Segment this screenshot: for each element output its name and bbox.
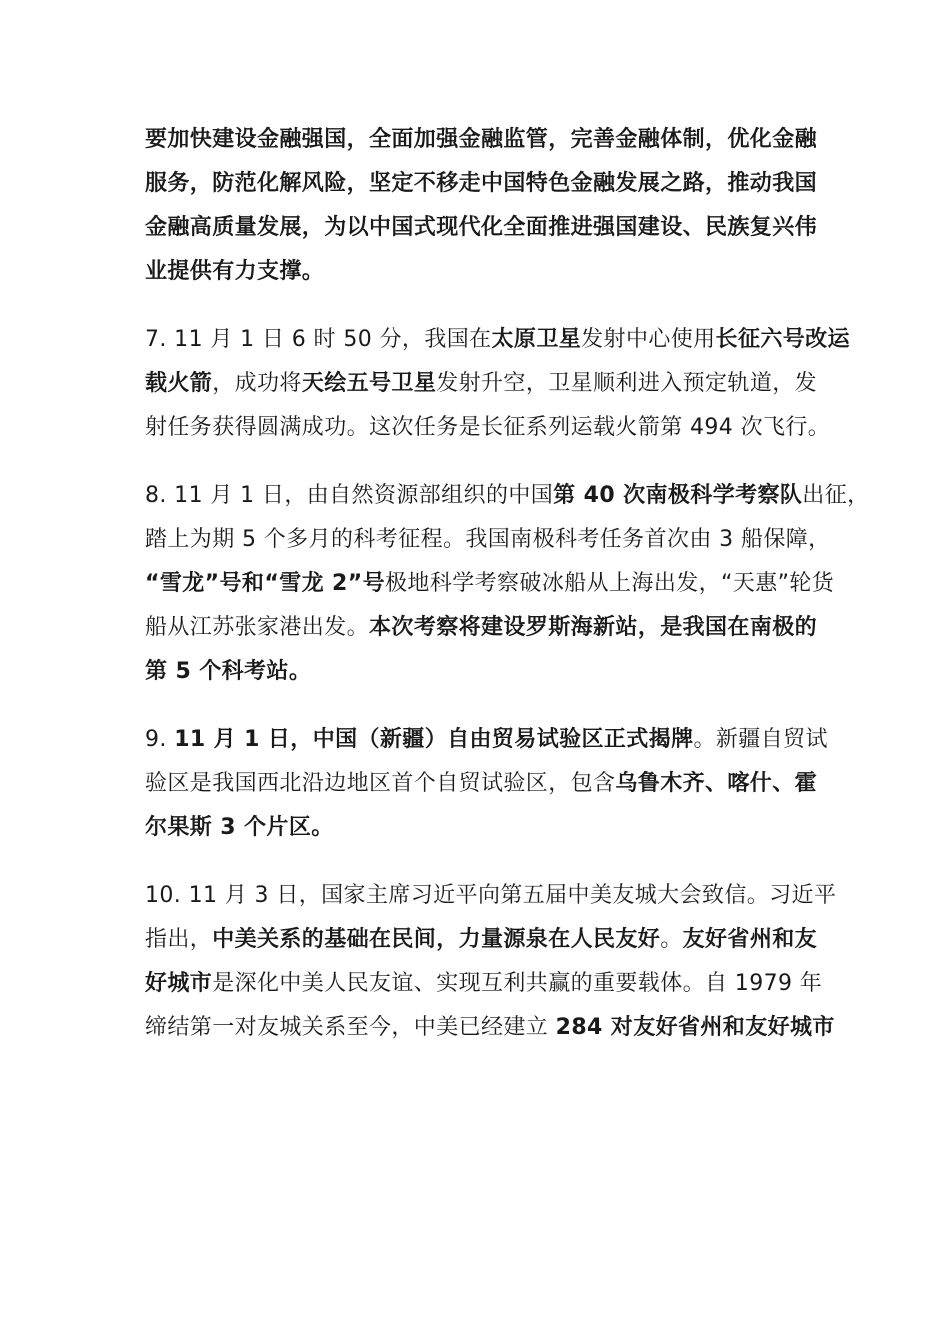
text-run: 8. 11 月 1 日，由自然资源部组织的中国 (145, 483, 554, 508)
bold-text-run: 中美关系的基础在民间，力量源泉在人民友好 (212, 927, 661, 952)
text-run: 指出， (145, 927, 213, 952)
text-run: 。 (660, 927, 683, 952)
bold-text-run: 要加快建设金融强国，全面加强金融监管，完善金融体制，优化金融 (145, 127, 818, 152)
bold-text-run: 金融高质量发展，为以中国式现代化全面推进强国建设、民族复兴伟 (145, 215, 818, 240)
bold-text-run: 服务，防范化解风险，坚定不移走中国特色金融发展之路，推动我国 (145, 171, 818, 196)
paragraph-item-7-rocket-launch (145, 318, 850, 450)
paragraph-item-8-antarctic-expedition (145, 474, 870, 694)
text-line (145, 874, 837, 918)
bold-text-run: 太原卫星 (491, 327, 582, 352)
bold-text-run: 284 对友好省州和友好城市 (555, 1015, 835, 1040)
text-line (145, 606, 818, 650)
text-run: 船从江苏张家港出发。 (145, 615, 370, 640)
bold-text-run: 第 5 个科考站。 (145, 659, 312, 684)
bold-text-run: 好城市 (145, 971, 213, 996)
text-run: 出征， (802, 483, 870, 508)
bold-text-run: 载火箭 (145, 371, 213, 396)
bold-text-run: 本次考察将建设罗斯海新站，是我国在南极的 (369, 615, 818, 640)
text-run: 7. 11 月 1 日 6 时 50 分，我国在 (145, 327, 492, 352)
text-line (145, 762, 818, 806)
bold-text-run: 业提供有力支撑。 (145, 259, 325, 284)
bold-text-run: 天绘五号卫星 (301, 371, 437, 396)
text-line (145, 918, 818, 962)
text-run: ，成功将 (212, 371, 302, 396)
text-line (145, 118, 818, 162)
text-line (145, 162, 818, 206)
text-line (145, 718, 828, 762)
bold-text-run: 乌鲁木齐、喀什、霍 (615, 771, 818, 796)
bold-text-run: 长征六号改运 (715, 327, 850, 352)
text-run: 验区是我国西北沿边地区首个自贸试验区，包含 (145, 771, 616, 796)
paragraph-item-9-free-trade-zone (145, 718, 828, 850)
bold-text-run: “雪龙”号和“雪龙 2”号 (145, 571, 386, 596)
text-run: 是深化中美人民友谊、实现互利共赢的重要载体。自 1979 年 (212, 971, 823, 996)
text-run: 极地科学考察破冰船从上海出发，“天惠”轮货 (385, 571, 835, 596)
text-line (145, 650, 807, 694)
text-line (145, 362, 818, 406)
bold-text-run: 11 月 1 日，中国（新疆）自由贸易试验区正式揭牌 (174, 727, 694, 752)
text-line (145, 206, 818, 250)
text-run: 9. (145, 727, 175, 752)
text-line (145, 474, 870, 518)
text-run: 10. 11 月 3 日，国家主席习近平向第五届中美友城大会致信。习近平 (145, 883, 837, 908)
bold-text-run: 尔果斯 3 个片区。 (145, 815, 334, 840)
text-line (145, 806, 807, 850)
text-line (145, 250, 807, 294)
text-run: 缔结第一对友城关系至今，中美已经建立 (145, 1015, 556, 1040)
bold-text-run: 第 40 次南极科学考察队 (553, 483, 803, 508)
text-run: 。新疆自贸试 (693, 727, 828, 752)
paragraph-item-10-sister-cities (145, 874, 837, 1050)
text-line (145, 962, 823, 1006)
text-run: 踏上为期 5 个多月的科考征程。我国南极科考任务首次由 3 船保障， (145, 527, 831, 552)
text-run: 发射中心使用 (581, 327, 716, 352)
text-line (145, 518, 831, 562)
text-line (145, 1006, 835, 1050)
text-line (145, 562, 835, 606)
document-page (145, 118, 870, 1050)
bold-text-run: 友好省州和友 (682, 927, 818, 952)
text-run: 射任务获得圆满成功。这次任务是长征系列运载火箭第 494 次飞行。 (145, 415, 831, 440)
text-line (145, 318, 850, 362)
paragraph-finance (145, 118, 818, 294)
text-line (145, 406, 831, 450)
text-run: 发射升空，卫星顺利进入预定轨道，发 (436, 371, 818, 396)
